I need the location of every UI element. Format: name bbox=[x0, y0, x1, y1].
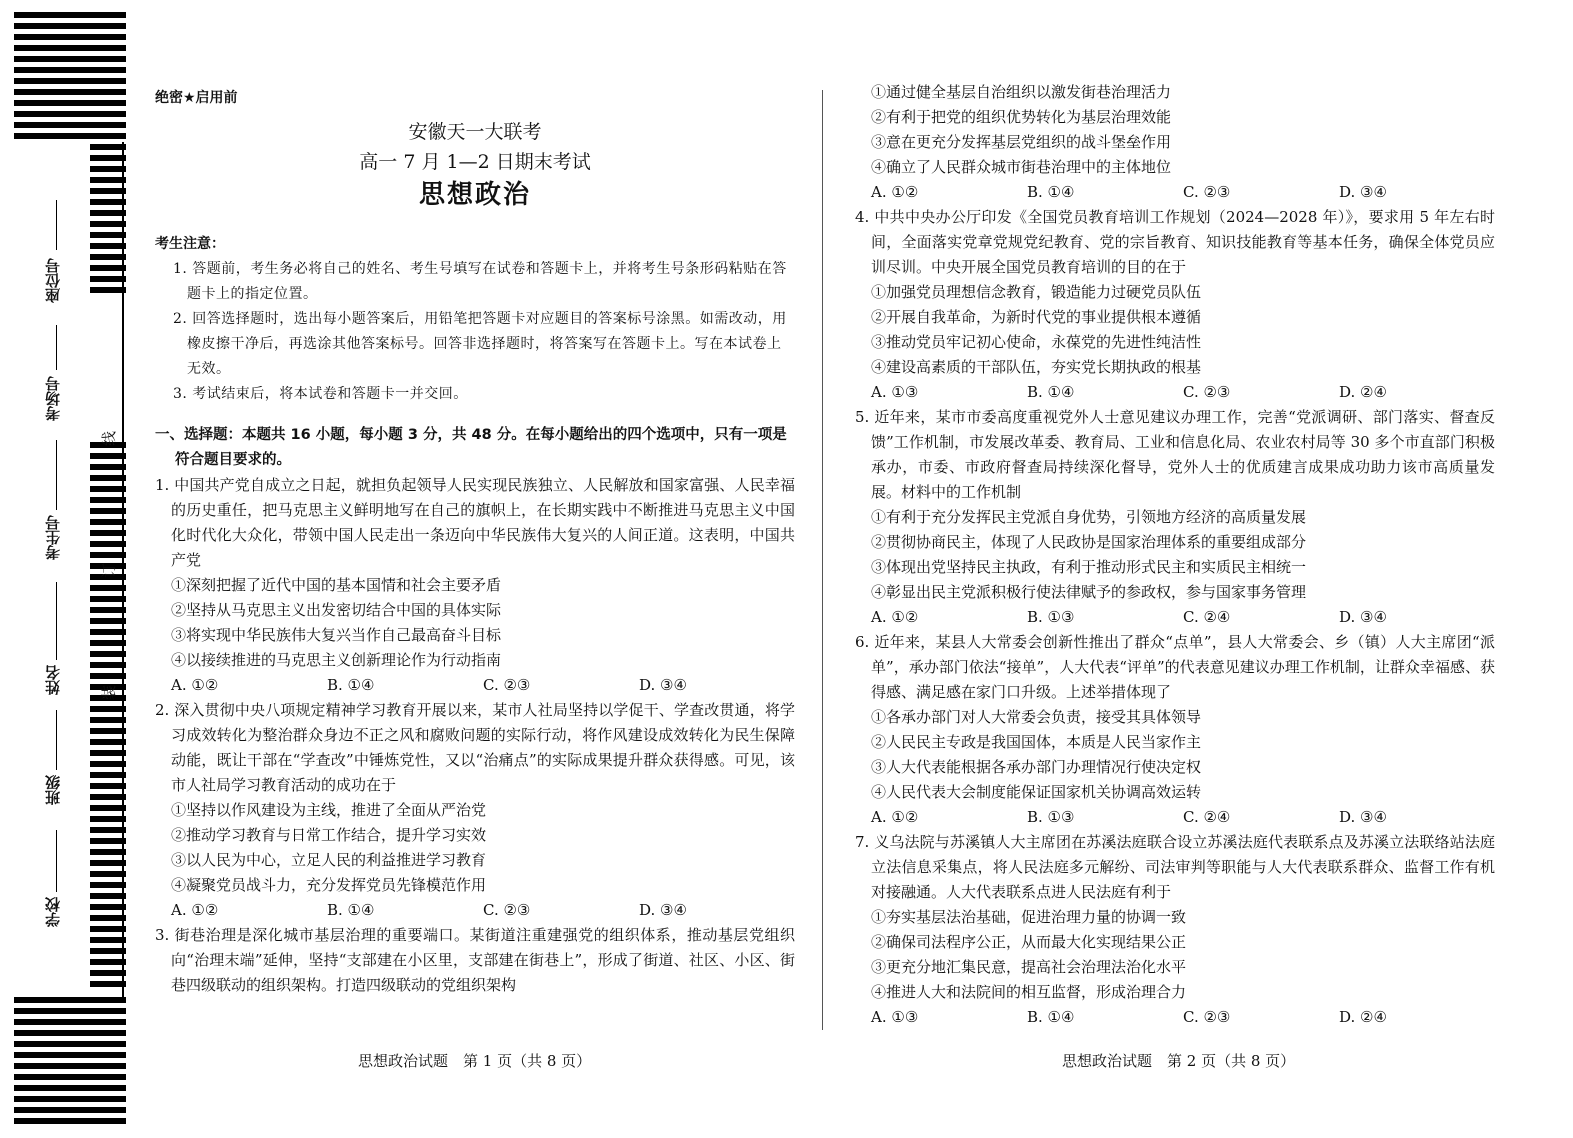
choice-b: B. ①④ bbox=[1027, 183, 1075, 201]
notice-item: 1. 答题前，考生务必将自己的姓名、考生号填写在试卷和答题卡上，并将考生号条形码粘贴在答题卡上的指定位置。 bbox=[173, 261, 787, 302]
question-3 bbox=[155, 923, 795, 998]
column-divider bbox=[822, 90, 823, 1030]
answer-choices bbox=[855, 380, 1495, 405]
question-stem: 5. 近年来，某市市委高度重视党外人士意见建议办理工作，完善“党派调研、部门落实、督查反馈”工作机制，市发展改革委、教育局、工业和信息化局、农业农村局等 30 多个市直部门积极承办，市委、市政府督查局持续深化督导，党外人士的优质建言成果成功助力该市高质量发展。材料中的工作机制 bbox=[855, 408, 1495, 501]
choice-b: B. ①③ bbox=[1027, 608, 1075, 626]
student-number-label: 考生号 bbox=[44, 515, 62, 560]
statement-option: ③意在更充分发挥基层党组织的战斗堡垒作用 bbox=[871, 133, 1172, 151]
answer-choices bbox=[155, 673, 795, 698]
page-1-column bbox=[155, 80, 795, 998]
question-stem: 7. 义乌法院与苏溪镇人大主席团在苏溪法庭联合设立苏溪法庭代表联系点及苏溪立法联络站法庭立法信息采集点，将人民法庭多元解纷、司法审判等职能与人大代表联系群众、监督工作有机对接融通。人大代表联系点进人民法庭有利于 bbox=[855, 833, 1495, 901]
choice-a: A. ①② bbox=[871, 608, 919, 626]
answer-choices bbox=[855, 180, 1495, 205]
choice-d: D. ③④ bbox=[1339, 808, 1387, 826]
choice-d: D. ②④ bbox=[1339, 383, 1387, 401]
question-3-options bbox=[855, 80, 1495, 205]
class-label: 班级 bbox=[44, 775, 62, 805]
question-2 bbox=[155, 698, 795, 923]
school-line bbox=[56, 830, 57, 892]
section-heading: 一、选择题：本题共 16 小题，每小题 3 分，共 48 分。在每小题给出的四个选项中，只有一项是符合题目要求的。 bbox=[155, 427, 787, 468]
statement-option: ③将实现中华民族伟大复兴当作自己最高奋斗目标 bbox=[171, 626, 502, 644]
statement-option: ④推进人大和法院间的相互监督，形成治理合力 bbox=[871, 983, 1187, 1001]
statement-option: ②坚持从马克思主义出发密切结合中国的具体实际 bbox=[171, 601, 502, 619]
binding-word-ding: 订 bbox=[100, 562, 119, 579]
binding-word-xian: 线 bbox=[100, 430, 119, 447]
answer-choices bbox=[855, 605, 1495, 630]
choice-b: B. ①④ bbox=[327, 901, 375, 919]
choice-c: C. ②③ bbox=[483, 901, 531, 919]
statement-option: ③以人民为中心，立足人民的利益推进学习教育 bbox=[171, 851, 487, 869]
question-4 bbox=[855, 205, 1495, 405]
choice-b: B. ①④ bbox=[1027, 383, 1075, 401]
exam-name-title: 高一 7 月 1—2 日期末考试 bbox=[359, 151, 591, 173]
statement-option: ④凝聚党员战斗力，充分发挥党员先锋模范作用 bbox=[171, 876, 487, 894]
choice-a: A. ①③ bbox=[871, 383, 919, 401]
choice-a: A. ①② bbox=[871, 183, 919, 201]
statement-option: ②人民民主专政是我国国体，本质是人民当家作主 bbox=[871, 733, 1202, 751]
statement-option: ④以接续推进的马克思主义创新理论作为行动指南 bbox=[171, 651, 502, 669]
choice-d: D. ③④ bbox=[639, 901, 687, 919]
choice-c: C. ②③ bbox=[483, 676, 531, 694]
question-stem: 6. 近年来，某县人大常委会创新性推出了群众“点单”，县人大常委会、乡（镇）人大主席团“派单”，承办部门依法“接单”，人大代表“评单”的代表意见建议办理工作机制，让群众幸福感、获得感、满足感在家门口升级。上述举措体现了 bbox=[855, 633, 1495, 701]
statement-option: ②确保司法程序公正，从而最大化实现结果公正 bbox=[871, 933, 1187, 951]
statement-option: ③推动党员牢记初心使命，永葆党的先进性纯洁性 bbox=[871, 333, 1202, 351]
choice-b: B. ①③ bbox=[1027, 808, 1075, 826]
exam-room-label: 考场号 bbox=[44, 376, 62, 421]
choice-d: D. ③④ bbox=[1339, 608, 1387, 626]
statement-option: ②贯彻协商民主，体现了人民政协是国家治理体系的重要组成部分 bbox=[871, 533, 1307, 551]
seat-number-label: 座位号 bbox=[44, 258, 62, 303]
statement-option: ④人民代表大会制度能保证国家机关协调高效运转 bbox=[871, 783, 1202, 801]
exam-organizer-title: 安徽天一大联考 bbox=[408, 121, 542, 143]
question-stem: 1. 中国共产党自成立之日起，就担负起领导人民实现民族独立、人民解放和国家富强、人民幸福的历史重任，把马克思主义鲜明地写在自己的旗帜上，在长期实践中不断推进马克思主义中国化时代化大众化，带领中国人民走出一条迈向中华民族伟大复兴的人间正道。这表明，中国共产党 bbox=[155, 476, 795, 569]
question-stem: 2. 深入贯彻中央八项规定精神学习教育开展以来，某市人社局坚持以学促干、学查改贯通，将学习成效转化为整治群众身边不正之风和腐败问题的实际行动，将作风建设成效转化为民生保障动能，既让干部在“学查改”中锤炼党性，又以“治痛点”的实际成果提升群众获得感。可见，该市人社局学习教育活动的成功在于 bbox=[155, 701, 795, 794]
choice-b: B. ①④ bbox=[1027, 1008, 1075, 1026]
statement-option: ①深刻把握了近代中国的基本国情和社会主要矛盾 bbox=[171, 576, 502, 594]
confidential-mark: 绝密★启用前 bbox=[155, 90, 238, 106]
student-number-line bbox=[56, 440, 57, 510]
question-stem: 4. 中共中央办公厅印发《全国党员教育培训工作规划（2024—2028 年）》，要求用 5 年左右时间，全面落实党章党规党纪教育、党的宗旨教育、知识技能教育等基本任务，确保全体党员应训尽训。中央开展全国党员教育培训的目的在于 bbox=[855, 208, 1495, 276]
question-1 bbox=[155, 473, 795, 698]
question-6 bbox=[855, 630, 1495, 830]
answer-choices bbox=[855, 1005, 1495, 1030]
answer-choices bbox=[155, 898, 795, 923]
statement-option: ①各承办部门对人大常委会负责，接受其具体领导 bbox=[871, 708, 1202, 726]
page-2-column bbox=[855, 80, 1495, 1030]
choice-c: C. ②③ bbox=[1183, 383, 1231, 401]
notice-item: 3. 考试结束后，将本试卷和答题卡一并交回。 bbox=[173, 386, 468, 402]
page-2-footer: 思想政治试题 第 2 页（共 8 页） bbox=[1062, 1052, 1296, 1070]
choice-a: A. ①② bbox=[871, 808, 919, 826]
choice-a: A. ①③ bbox=[871, 1008, 919, 1026]
statement-option: ③更充分地汇集民意，提高社会治理法治化水平 bbox=[871, 958, 1187, 976]
notice-title: 考生注意： bbox=[155, 236, 225, 252]
name-label: 姓名 bbox=[44, 665, 62, 695]
choice-d: D. ③④ bbox=[639, 676, 687, 694]
binding-word-zhuang: 装 bbox=[100, 684, 119, 701]
choice-a: A. ①② bbox=[171, 901, 219, 919]
choice-b: B. ①④ bbox=[327, 676, 375, 694]
page-1-footer: 思想政治试题 第 1 页（共 8 页） bbox=[358, 1052, 592, 1070]
school-label: 学校 bbox=[44, 897, 62, 927]
choice-c: C. ②③ bbox=[1183, 1008, 1231, 1026]
statement-option: ③人大代表能根据各承办部门办理情况行使决定权 bbox=[871, 758, 1202, 776]
choice-a: A. ①② bbox=[171, 676, 219, 694]
question-5 bbox=[855, 405, 1495, 630]
statement-option: ④确立了人民群众城市街巷治理中的主体地位 bbox=[871, 158, 1172, 176]
answer-choices bbox=[855, 805, 1495, 830]
choice-c: C. ②④ bbox=[1183, 808, 1231, 826]
choice-c: C. ②③ bbox=[1183, 183, 1231, 201]
choice-d: D. ③④ bbox=[1339, 183, 1387, 201]
statement-option: ①有利于充分发挥民主党派自身优势，引领地方经济的高质量发展 bbox=[871, 508, 1307, 526]
choice-d: D. ②④ bbox=[1339, 1008, 1387, 1026]
seat-number-line bbox=[56, 200, 57, 250]
statement-option: ②开展自我革命，为新时代党的事业提供根本遵循 bbox=[871, 308, 1202, 326]
exam-room-line bbox=[56, 325, 57, 370]
question-stem: 3. 街巷治理是深化城市基层治理的重要端口。某街道注重建强党的组织体系，推动基层党组织向“治理末端”延伸，坚持“支部建在小区里，支部建在街巷上”，形成了街道、社区、小区、街巷四级联动的组织架构。打造四级联动的党组织架构 bbox=[155, 926, 795, 994]
statement-option: ④建设高素质的干部队伍，夯实党长期执政的根基 bbox=[871, 358, 1202, 376]
statement-option: ③体现出党坚持民主执政，有利于推动形式民主和实质民主相统一 bbox=[871, 558, 1307, 576]
candidate-notice bbox=[155, 232, 795, 407]
name-line bbox=[56, 582, 57, 660]
statement-option: ①坚持以作风建设为主线，推进了全面从严治党 bbox=[171, 801, 487, 819]
statement-option: ①通过健全基层自治组织以激发街巷治理活力 bbox=[871, 83, 1172, 101]
statement-option: ①夯实基层法治基础，促进治理力量的协调一致 bbox=[871, 908, 1187, 926]
class-line bbox=[56, 710, 57, 770]
statement-option: ②推动学习教育与日常工作结合，提升学习实效 bbox=[171, 826, 487, 844]
question-7 bbox=[855, 830, 1495, 1030]
statement-option: ②有利于把党的组织优势转化为基层治理效能 bbox=[871, 108, 1172, 126]
choice-c: C. ②④ bbox=[1183, 608, 1231, 626]
subject-title: 思想政治 bbox=[418, 180, 531, 210]
statement-option: ①加强党员理想信念教育，锻造能力过硬党员队伍 bbox=[871, 283, 1202, 301]
statement-option: ④彰显出民主党派积极行使法律赋予的参政权，参与国家事务管理 bbox=[871, 583, 1307, 601]
notice-item: 2. 回答选择题时，选出每小题答案后，用铅笔把答题卡对应题目的答案标号涂黑。如需改动，用橡皮擦干净后，再选涂其他答案标号。回答非选择题时，将答案写在答题卡上。写在本试卷上无效。 bbox=[173, 311, 787, 377]
